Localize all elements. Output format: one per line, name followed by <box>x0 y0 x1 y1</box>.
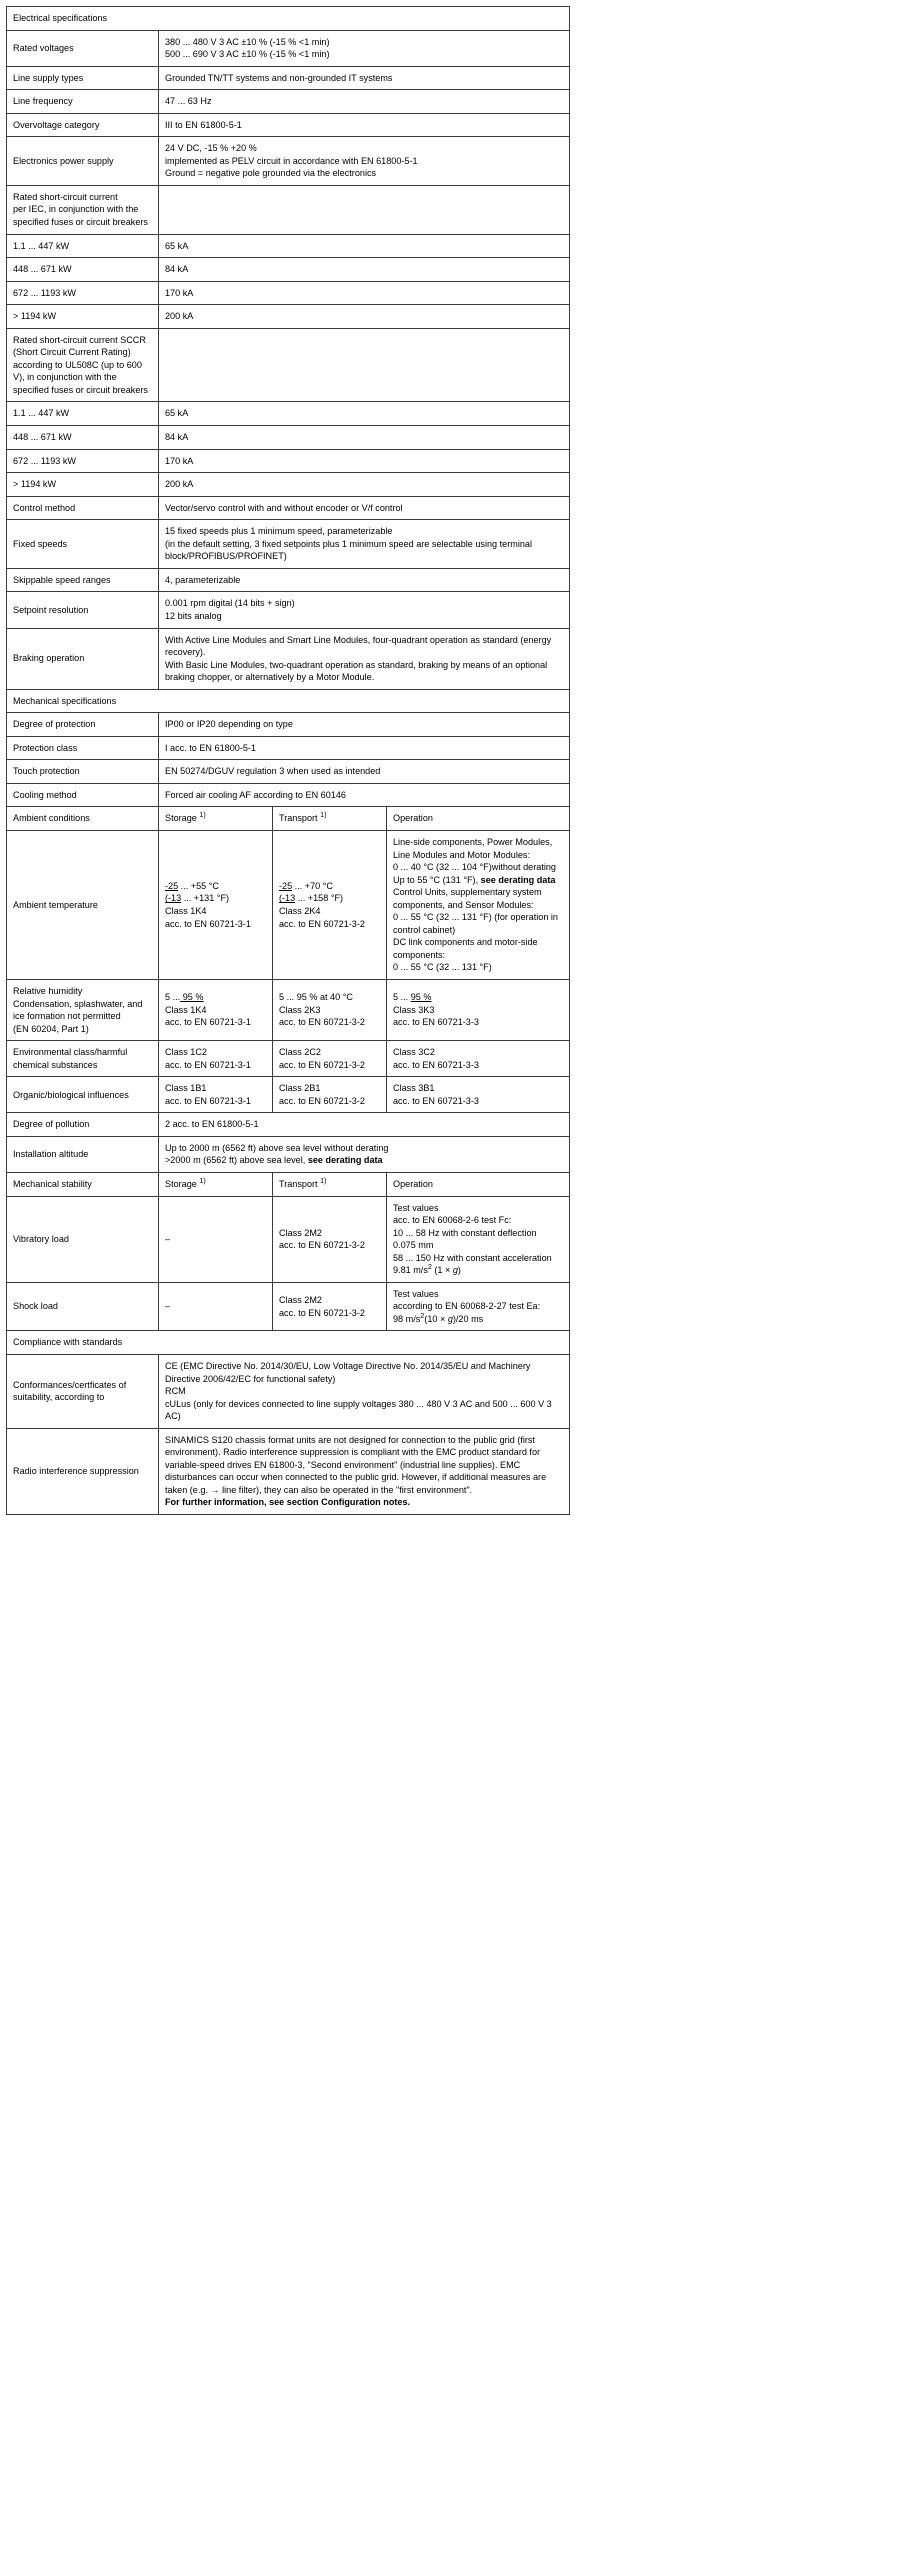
row-label-ul-range-2: 448 ... 671 kW <box>7 426 159 450</box>
exponent: 2 <box>420 1310 425 1320</box>
text-line: Relative humidity <box>13 985 83 996</box>
footnote-marker: 1) <box>320 810 327 820</box>
table-row <box>7 713 570 737</box>
section-title-mech-stability: Mechanical stability <box>7 1173 159 1197</box>
text-line: according to UL508C (up to 600 <box>13 359 142 370</box>
row-label-ul-range-3: 672 ... 1193 kW <box>7 449 159 473</box>
row-value-electronics-power-supply <box>159 137 570 186</box>
row-label-vibratory-load: Vibratory load <box>7 1196 159 1282</box>
row-label-iec-range-2: 448 ... 671 kW <box>7 258 159 282</box>
text-line: Class 1K4 <box>165 905 207 916</box>
table-row <box>7 592 570 628</box>
row-value-cooling-method: Forced air cooling AF according to EN 60146 <box>159 783 570 807</box>
row-label-sccr-ul <box>7 328 159 402</box>
column-header-operation-2: Operation <box>387 1173 570 1197</box>
row-value-touch-protection: EN 50274/DGUV regulation 3 when used as intended <box>159 760 570 784</box>
value-rest: 5 ... <box>165 992 181 1003</box>
text-line: acc. to EN 60721-3-1 <box>165 1095 251 1106</box>
text-line: acc. to EN 60721-3-3 <box>393 1017 479 1028</box>
section-header-row <box>7 1331 570 1355</box>
value-rest: )/20 ms <box>452 1313 484 1324</box>
text-line: ice formation not permitted <box>13 1011 121 1022</box>
ambient-header-row <box>7 807 570 831</box>
column-header-transport-label: Transport <box>279 813 318 824</box>
row-label-line-supply-types: Line supply types <box>7 66 159 90</box>
table-row <box>7 473 570 497</box>
row-label-line-frequency: Line frequency <box>7 90 159 114</box>
row-label-conformances <box>7 1355 159 1429</box>
column-header-storage-label: Storage <box>165 813 197 824</box>
section-title-ambient: Ambient conditions <box>7 807 159 831</box>
cell-shock-load-transport <box>273 1282 387 1331</box>
table-row <box>7 568 570 592</box>
text-line: 0 ... 55 °C (32 ... 131 °F) (for operation in <box>393 912 558 923</box>
text-line: acc. to EN 60721-3-2 <box>279 918 365 929</box>
section-title-compliance: Compliance with standards <box>7 1331 570 1355</box>
row-value-overvoltage-category: III to EN 61800-5-1 <box>159 113 570 137</box>
cell-vibratory-load-operation <box>387 1196 570 1282</box>
text-line: acc. to EN 60721-3-1 <box>165 1059 251 1070</box>
column-header-transport <box>273 807 387 831</box>
row-value-conformances <box>159 1355 570 1429</box>
text-line: components: <box>393 949 446 960</box>
row-label-environmental-class <box>7 1041 159 1077</box>
cell-ambient-temperature-transport <box>273 830 387 979</box>
row-label-cooling-method: Cooling method <box>7 783 159 807</box>
row-value-sccr-iec <box>159 185 570 234</box>
text-line: 58 ... 150 Hz with constant acceleration <box>393 1252 552 1263</box>
value-underlined: 95 % <box>180 992 204 1003</box>
row-value-skippable-speed-ranges: 4, parameterizable <box>159 568 570 592</box>
table-row <box>7 402 570 426</box>
table-row <box>7 426 570 450</box>
row-label-organic-biological: Organic/biological influences <box>7 1077 159 1113</box>
row-label-relative-humidity <box>7 979 159 1040</box>
section-header-row <box>7 689 570 713</box>
table-row <box>7 1077 570 1113</box>
value-rest: 5 ... <box>393 992 411 1003</box>
value-underlined: -25 <box>165 880 179 891</box>
table-row <box>7 496 570 520</box>
text-line: Class 2K4 <box>279 905 321 916</box>
text-line: 0 ... 55 °C (32 ... 131 °F) <box>393 962 492 973</box>
row-label-control-method: Control method <box>7 496 159 520</box>
text-line: Line-side components, Power Modules, <box>393 836 553 847</box>
footnote-marker: 1) <box>199 810 206 820</box>
text-line: acc. to EN 60721-3-3 <box>393 1059 479 1070</box>
table-row <box>7 30 570 66</box>
text-line: 0.001 rpm digital (14 bits + sign) <box>165 598 295 609</box>
table-row <box>7 1113 570 1137</box>
row-value-rated-voltages <box>159 30 570 66</box>
table-row <box>7 234 570 258</box>
text-line: components, and Sensor Modules: <box>393 899 534 910</box>
cell-relative-humidity-transport <box>273 979 387 1040</box>
text-line: Environmental class/harmful <box>13 1047 128 1058</box>
column-header-transport-2 <box>273 1173 387 1197</box>
cell-relative-humidity-operation <box>387 979 570 1040</box>
row-value-iec-range-4: 200 kA <box>159 305 570 329</box>
row-label-ambient-temperature: Ambient temperature <box>7 830 159 979</box>
cell-vibratory-load-storage: – <box>159 1196 273 1282</box>
text-line: suitability, according to <box>13 1392 105 1403</box>
text-line: Up to 2000 m (6562 ft) above sea level without derating <box>165 1142 389 1153</box>
cell-organic-biological-operation <box>387 1077 570 1113</box>
row-value-radio-interference <box>159 1428 570 1514</box>
text-line <box>279 880 381 893</box>
row-label-electronics-power-supply: Electronics power supply <box>7 137 159 186</box>
table-row <box>7 1136 570 1172</box>
text-line: 10 ... 58 Hz with constant deflection <box>393 1227 537 1238</box>
text-line: DC link components and motor-side <box>393 937 538 948</box>
cell-shock-load-operation <box>387 1282 570 1331</box>
text-line: 500 ... 690 V 3 AC ±10 % (-15 % <1 min) <box>165 49 330 60</box>
text-line: acc. to EN 60721-3-1 <box>165 1017 251 1028</box>
row-label-skippable-speed-ranges: Skippable speed ranges <box>7 568 159 592</box>
text-line: 12 bits analog <box>165 610 222 621</box>
table-row <box>7 305 570 329</box>
value-rest: ) <box>457 1265 461 1276</box>
value-underlined: (-13 <box>279 893 296 904</box>
table-row <box>7 736 570 760</box>
cell-ambient-temperature-storage <box>159 830 273 979</box>
table-row <box>7 520 570 569</box>
table-row <box>7 113 570 137</box>
value-rest: >2000 m (6562 ft) above sea level, <box>165 1155 308 1166</box>
table-row <box>7 185 570 234</box>
specifications-table <box>6 6 570 1515</box>
text-line <box>393 1264 564 1277</box>
cell-organic-biological-storage <box>159 1077 273 1113</box>
text-line: Class 1K4 <box>165 1004 207 1015</box>
row-label-ul-range-1: 1.1 ... 447 kW <box>7 402 159 426</box>
text-line: acc. to EN 60721-3-2 <box>279 1017 365 1028</box>
row-value-degree-of-pollution: 2 acc. to EN 61800-5-1 <box>159 1113 570 1137</box>
text-line: Class 1B1 <box>165 1083 207 1094</box>
text-line: RCM <box>165 1386 186 1397</box>
text-line: implemented as PELV circuit in accordance with EN 61800-5-1 <box>165 155 418 166</box>
table-row <box>7 449 570 473</box>
column-header-transport-label-2: Transport <box>279 1179 318 1189</box>
value-rest: ... +158 °F) <box>295 893 344 904</box>
configuration-notes-reference: For further information, see section Configuration notes. <box>165 1497 411 1508</box>
value-underlined: (-13 <box>165 893 182 904</box>
text-line: Class 3C2 <box>393 1047 435 1058</box>
text-line: Class 2C2 <box>279 1047 321 1058</box>
table-row <box>7 90 570 114</box>
row-label-radio-interference: Radio interference suppression <box>7 1428 159 1514</box>
row-label-fixed-speeds: Fixed speeds <box>7 520 159 569</box>
text-line: chemical substances <box>13 1059 98 1070</box>
text-line: With Active Line Modules and Smart Line Modules, four-quadrant operation as standard (energy recovery). <box>165 634 552 658</box>
table-row <box>7 1282 570 1331</box>
exponent: 2 <box>427 1262 432 1272</box>
row-label-setpoint-resolution: Setpoint resolution <box>7 592 159 628</box>
table-row <box>7 66 570 90</box>
table-row <box>7 979 570 1040</box>
column-header-storage-2 <box>159 1173 273 1197</box>
text-line: specified fuses or circuit breakers <box>13 384 148 395</box>
column-header-storage <box>159 807 273 831</box>
text-line: Control Units, supplementary system <box>393 887 542 898</box>
cell-environmental-class-transport <box>273 1041 387 1077</box>
text-line: 0.075 mm <box>393 1240 434 1251</box>
row-value-iec-range-3: 170 kA <box>159 281 570 305</box>
table-row <box>7 628 570 689</box>
row-label-sccr-iec <box>7 185 159 234</box>
row-value-line-frequency: 47 ... 63 Hz <box>159 90 570 114</box>
text-line: SINAMICS S120 chassis format units are not designed for connection to the public grid (first environment). Radio interference suppression is compliant with the EMC product standard for variable-speed drives EN 61800-3, "Second environment" (industrial line supplies). EMC disturbances can occur when connected to the public grid. However, if additional measures are taken (e.g. → line filter), they can also be operated in the "first environment". <box>165 1434 547 1495</box>
derating-note: see derating data <box>480 874 556 885</box>
column-header-operation: Operation <box>387 807 570 831</box>
text-line: (Short Circuit Current Rating) <box>13 347 131 358</box>
table-row <box>7 1196 570 1282</box>
footnote-marker: 1) <box>320 1175 327 1185</box>
text-line: Condensation, splashwater, and <box>13 998 143 1009</box>
text-line: according to EN 60068-2-27 test Ea: <box>393 1301 541 1312</box>
text-line: acc. to EN 60721-3-1 <box>165 918 251 929</box>
table-row <box>7 137 570 186</box>
cell-shock-load-storage: – <box>159 1282 273 1331</box>
section-title-electrical: Electrical specifications <box>7 7 570 31</box>
row-value-control-method: Vector/servo control with and without encoder or V/f control <box>159 496 570 520</box>
cell-vibratory-load-transport <box>273 1196 387 1282</box>
text-line: Class 2B1 <box>279 1083 321 1094</box>
text-line: Class 1C2 <box>165 1047 207 1058</box>
table-row <box>7 1355 570 1429</box>
value-rest: 98 m/s <box>393 1313 421 1324</box>
text-line: Class 3B1 <box>393 1083 435 1094</box>
row-value-ul-range-3: 170 kA <box>159 449 570 473</box>
row-label-degree-of-pollution: Degree of pollution <box>7 1113 159 1137</box>
value-rest: ... +70 °C <box>292 880 333 891</box>
value-rest: 9.81 m/s <box>393 1265 428 1276</box>
text-line: (EN 60204, Part 1) <box>13 1023 89 1034</box>
row-label-iec-range-3: 672 ... 1193 kW <box>7 281 159 305</box>
row-value-degree-of-protection: IP00 or IP20 depending on type <box>159 713 570 737</box>
text-line <box>393 1310 564 1326</box>
variable-g: g <box>447 1313 453 1324</box>
text-line: acc. to EN 60721-3-3 <box>393 1095 479 1106</box>
cell-environmental-class-storage <box>159 1041 273 1077</box>
row-value-ul-range-2: 84 kA <box>159 426 570 450</box>
text-line <box>165 880 267 893</box>
text-line: acc. to EN 60721-3-2 <box>279 1095 365 1106</box>
text-line <box>279 892 381 905</box>
text-line: CE (EMC Directive No. 2014/30/EU, Low Voltage Directive No. 2014/35/EU and Machinery Directive 2006/42/EC for functional safety) <box>165 1361 531 1384</box>
text-line: acc. to EN 60068-2-6 test Fc: <box>393 1215 512 1226</box>
text-line: V), in conjunction with the <box>13 372 117 383</box>
row-value-protection-class: I acc. to EN 61800-5-1 <box>159 736 570 760</box>
row-value-iec-range-2: 84 kA <box>159 258 570 282</box>
value-underlined: 95 % <box>410 992 432 1003</box>
text-line: acc. to EN 60721-3-2 <box>279 1307 365 1318</box>
section-title-mechanical: Mechanical specifications <box>7 689 570 713</box>
text-line: With Basic Line Modules, two-quadrant operation as standard, braking by means of an optional braking chopper, or alternatively by a Motor Module. <box>165 659 548 683</box>
row-label-protection-class: Protection class <box>7 736 159 760</box>
row-label-installation-altitude: Installation altitude <box>7 1136 159 1172</box>
text-line: Class 2M2 <box>279 1295 322 1306</box>
cell-organic-biological-transport <box>273 1077 387 1113</box>
text-line <box>165 892 267 905</box>
text-line: Conformances/certficates of <box>13 1379 127 1390</box>
row-value-sccr-ul <box>159 328 570 402</box>
text-line: Rated short-circuit current <box>13 191 118 202</box>
text-line <box>165 1154 564 1167</box>
text-line: 380 ... 480 V 3 AC ±10 % (-15 % <1 min) <box>165 36 330 47</box>
derating-note: see derating data <box>307 1155 383 1166</box>
text-line: Rated short-circuit current SCCR <box>13 334 146 345</box>
text-line: Test values <box>393 1288 439 1299</box>
value-rest: ... +55 °C <box>178 880 219 891</box>
row-label-braking-operation: Braking operation <box>7 628 159 689</box>
row-label-degree-of-protection: Degree of protection <box>7 713 159 737</box>
mech-stability-header-row <box>7 1173 570 1197</box>
text-line: Class 2M2 <box>279 1227 322 1238</box>
row-value-line-supply-types: Grounded TN/TT systems and non-grounded IT systems <box>159 66 570 90</box>
row-label-rated-voltages: Rated voltages <box>7 30 159 66</box>
row-value-setpoint-resolution <box>159 592 570 628</box>
row-value-ul-range-4: 200 kA <box>159 473 570 497</box>
text-line: 5 ... 95 % at 40 °C <box>279 992 353 1003</box>
row-value-ul-range-1: 65 kA <box>159 402 570 426</box>
row-label-touch-protection: Touch protection <box>7 760 159 784</box>
text-line: specified fuses or circuit breakers <box>13 217 148 228</box>
row-label-ul-range-4: > 1194 kW <box>7 473 159 497</box>
text-line <box>165 991 267 1004</box>
text-line: cULus (only for devices connected to line supply voltages 380 ... 480 V 3 AC and 500 ... 600 V 3 AC) <box>165 1398 552 1422</box>
row-value-iec-range-1: 65 kA <box>159 234 570 258</box>
section-header-row <box>7 7 570 31</box>
text-line <box>393 991 564 1004</box>
row-label-iec-range-1: 1.1 ... 447 kW <box>7 234 159 258</box>
text-line: acc. to EN 60721-3-2 <box>279 1059 365 1070</box>
table-row <box>7 1041 570 1077</box>
table-row <box>7 783 570 807</box>
text-line: per IEC, in conjunction with the <box>13 204 139 215</box>
cell-environmental-class-operation <box>387 1041 570 1077</box>
text-line: acc. to EN 60721-3-2 <box>279 1240 365 1251</box>
table-row <box>7 760 570 784</box>
value-rest: (1 × <box>431 1265 453 1276</box>
row-label-shock-load: Shock load <box>7 1282 159 1331</box>
value-underlined: -25 <box>279 880 293 891</box>
cell-ambient-temperature-operation <box>387 830 570 979</box>
value-rest: Up to 55 °C (131 °F), <box>393 874 481 885</box>
table-row <box>7 258 570 282</box>
variable-g: g <box>452 1265 458 1276</box>
table-row <box>7 1428 570 1514</box>
text-line: Test values <box>393 1202 439 1213</box>
cell-relative-humidity-storage <box>159 979 273 1040</box>
table-row <box>7 281 570 305</box>
text-line: 15 fixed speeds plus 1 minimum speed, parameterizable <box>165 526 393 537</box>
footnote-marker: 1) <box>199 1175 206 1185</box>
row-label-iec-range-4: > 1194 kW <box>7 305 159 329</box>
table-row <box>7 830 570 979</box>
column-header-storage-label-2: Storage <box>165 1179 197 1189</box>
row-value-installation-altitude <box>159 1136 570 1172</box>
value-rest: ... +131 °F) <box>181 893 230 904</box>
row-value-fixed-speeds <box>159 520 570 569</box>
text-line: Line Modules and Motor Modules: <box>393 849 530 860</box>
text-line: 24 V DC, -15 % +20 % <box>165 143 257 154</box>
text-line: 0 ... 40 °C (32 ... 104 °F)without derating <box>393 862 556 873</box>
text-line: (in the default setting, 3 fixed setpoints plus 1 minimum speed are selectable using terminal block/PROFIBUS/PROFINET) <box>165 538 532 562</box>
text-line <box>393 874 564 887</box>
table-row <box>7 328 570 402</box>
row-value-braking-operation <box>159 628 570 689</box>
text-line: Class 3K3 <box>393 1004 435 1015</box>
value-rest: (10 × <box>424 1313 448 1324</box>
row-label-overvoltage-category: Overvoltage category <box>7 113 159 137</box>
text-line: Class 2K3 <box>279 1004 321 1015</box>
text-line: control cabinet) <box>393 924 456 935</box>
text-line: Ground = negative pole grounded via the electronics <box>165 168 377 179</box>
